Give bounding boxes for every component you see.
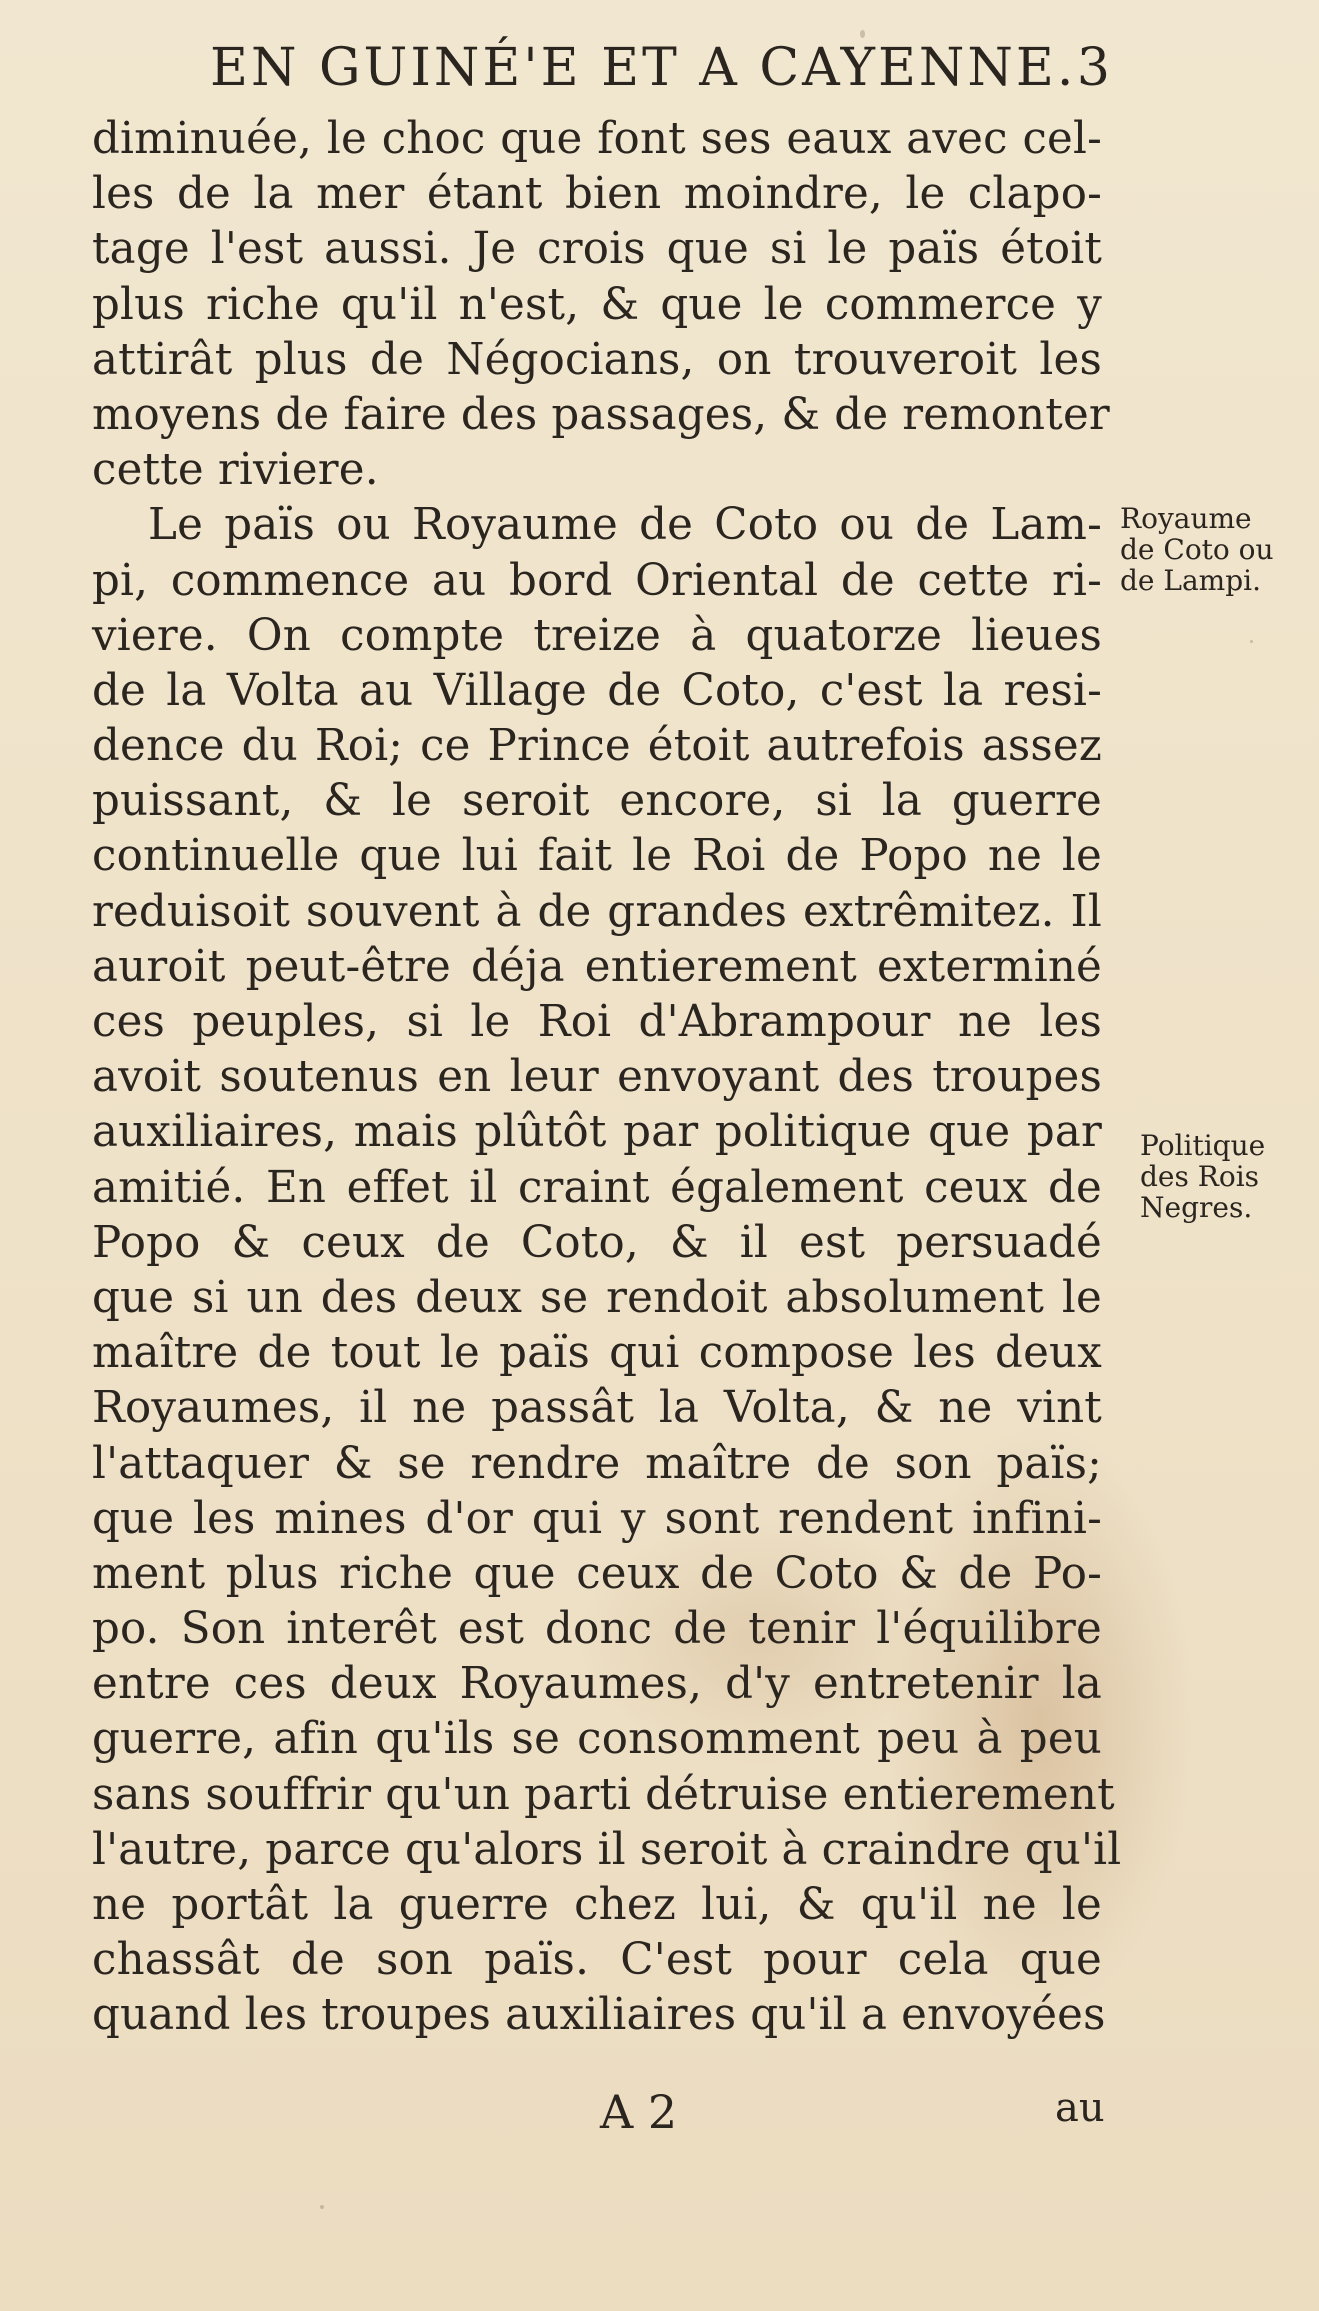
text-line: cette riviere. xyxy=(92,445,379,496)
text-line: auroit peut-être déja entierement exterminé xyxy=(92,941,1102,992)
body-text xyxy=(92,112,1122,2044)
text-line: que les mines d'or qui y sont rendent infini- xyxy=(92,1493,1102,1544)
margin-note-royaume xyxy=(1120,503,1274,596)
running-title: EN GUINÉ'E ET A CAYENNE. xyxy=(210,38,1077,98)
text-line: viere. On compte treize à quatorze lieues xyxy=(92,610,1102,661)
text-line: diminuée, le choc que font ses eaux avec cel- xyxy=(92,114,1102,164)
text-line: sans souffrir qu'un parti détruise entierement xyxy=(92,1769,1115,1820)
text-line: amitié. En effet il craint également ceux de xyxy=(92,1162,1102,1213)
page-number: 3 xyxy=(1076,38,1110,98)
text-line: Popo & ceux de Coto, & il est persuadé xyxy=(92,1217,1102,1268)
text-line: moyens de faire des passages, & de remonter xyxy=(92,389,1110,440)
text-line: l'attaquer & se rendre maître de son païs; xyxy=(92,1438,1102,1489)
text-line: dence du Roi; ce Prince étoit autrefois assez xyxy=(92,721,1102,772)
paper-speck xyxy=(860,30,865,38)
text-line: que si un des deux se rendoit absolument le xyxy=(92,1272,1102,1323)
text-line: ces peuples, si le Roi d'Abrampour ne les xyxy=(92,997,1102,1047)
margin-note-line: Politique xyxy=(1140,1129,1266,1162)
text-line: quand les troupes auxiliaires qu'il a envoyées xyxy=(92,1990,1106,2041)
paper-speck xyxy=(320,2205,324,2209)
text-line: po. Son interêt est donc de tenir l'équilibre xyxy=(92,1604,1102,1655)
text-line: reduisoit souvent à de grandes extrêmitez. Il xyxy=(92,886,1102,937)
text-line: plus riche qu'il n'est, & que le commerce y xyxy=(92,279,1102,330)
text-line: ne portât la guerre chez lui, & qu'il ne le xyxy=(92,1880,1102,1930)
text-line: entre ces deux Royaumes, d'y entretenir la xyxy=(92,1659,1102,1710)
text-line: pi, commence au bord Oriental de cette ri- xyxy=(92,555,1102,606)
margin-note-politique xyxy=(1140,1130,1265,1223)
text-line: Royaumes, il ne passât la Volta, & ne vint xyxy=(92,1383,1102,1434)
margin-note-line: des Rois xyxy=(1140,1160,1260,1193)
paragraph-start: Le païs ou Royaume de Coto ou de Lam- xyxy=(148,500,1102,551)
text-line: ment plus riche que ceux de Coto & de Po- xyxy=(92,1548,1102,1599)
text-line: attirât plus de Négocians, on trouveroit les xyxy=(92,334,1102,385)
catchword: au xyxy=(1055,2085,1105,2131)
text-line: de la Volta au Village de Coto, c'est la resi- xyxy=(92,665,1102,716)
text-line: les de la mer étant bien moindre, le clapo- xyxy=(92,169,1102,220)
running-head xyxy=(210,38,1110,98)
margin-note-line: de Lampi. xyxy=(1120,564,1262,597)
text-line: maître de tout le païs qui compose les deux xyxy=(92,1328,1102,1379)
margin-note-line: de Coto ou xyxy=(1120,533,1274,566)
text-line: tage l'est aussi. Je crois que si le païs étoit xyxy=(92,224,1102,275)
text-line: continuelle que lui fait le Roi de Popo ne le xyxy=(92,831,1102,882)
margin-note-line: Negres. xyxy=(1140,1191,1253,1224)
margin-note-line: Royaume xyxy=(1120,502,1252,535)
text-line: guerre, afin qu'ils se consomment peu à peu xyxy=(92,1714,1102,1765)
text-line: l'autre, parce qu'alors il seroit à craindre qu'il xyxy=(92,1824,1122,1875)
text-line: puissant, & le seroit encore, si la guerre xyxy=(92,776,1102,827)
text-line: avoit soutenus en leur envoyant des troupes xyxy=(92,1052,1102,1103)
signature-mark: A 2 xyxy=(600,2085,678,2139)
text-line: auxiliaires, mais plûtôt par politique que par xyxy=(92,1107,1102,1158)
text-line: chassât de son païs. C'est pour cela que xyxy=(92,1935,1102,1986)
paper-speck xyxy=(1250,640,1253,643)
